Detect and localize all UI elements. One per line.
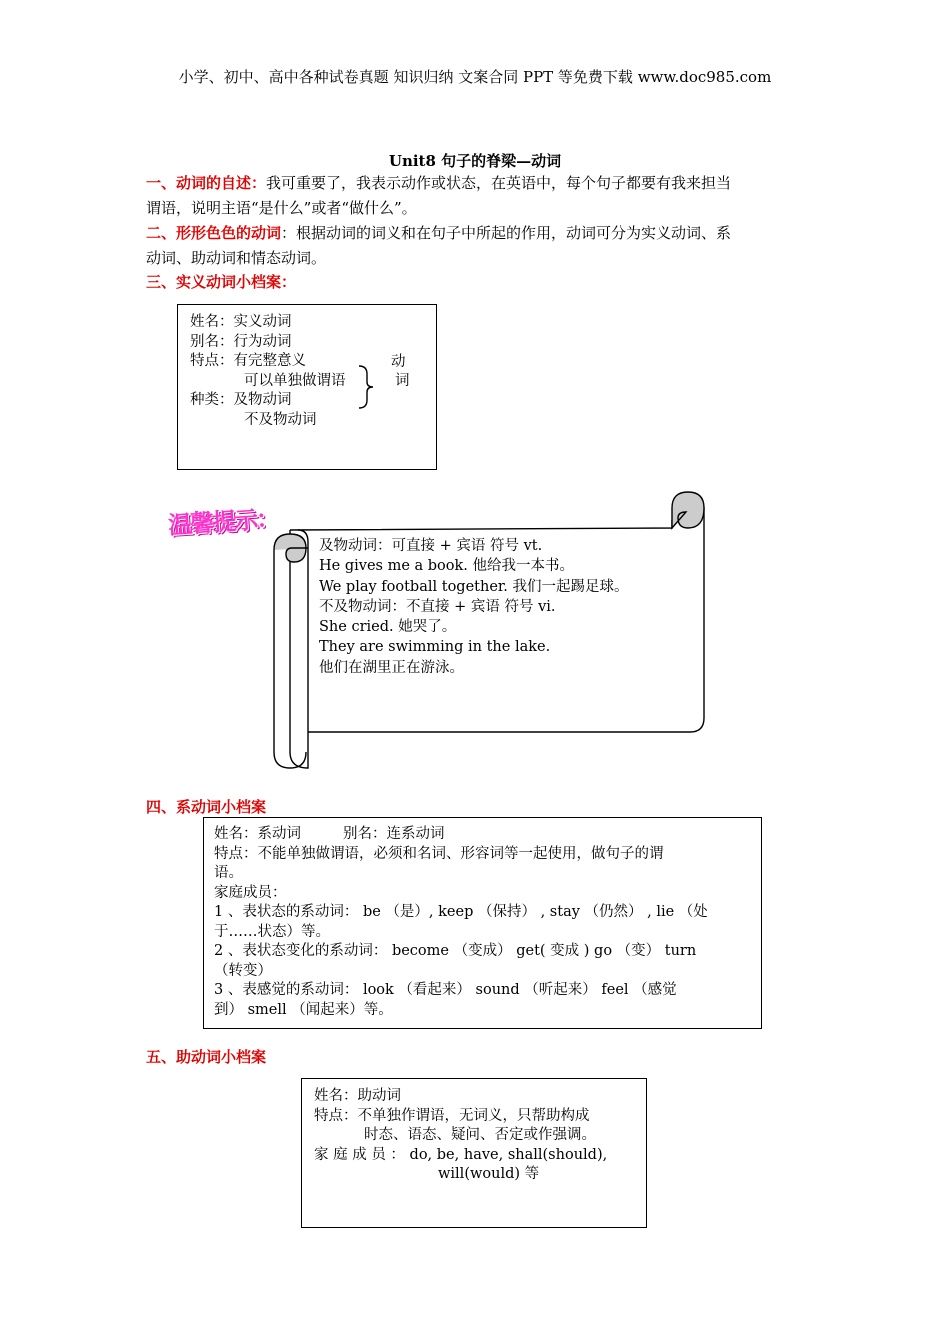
card-line: 可以单独做谓语 [244, 372, 346, 389]
card-item: 到） smell （闻起来）等。 [214, 1001, 393, 1018]
card-family: 家庭成员： [214, 884, 287, 901]
card-item: 1 、表状态的系动词： be （是）, keep （保持） , stay （仍然） , lie （处 [214, 904, 708, 920]
tip-line: He gives me a book. 他给我一本书。 [319, 558, 575, 575]
section-2 [146, 221, 806, 271]
tip-line: 他们在湖里正在游泳。 [319, 659, 464, 676]
card-line: 别名：行为动词 [190, 333, 292, 350]
card-line: 种类：及物动词 [190, 392, 292, 408]
card-feature: 特点：不单独作谓语，无词义，只帮助构成 [314, 1107, 590, 1124]
card-feature: 特点：不能单独做谓语，必须和名词、形容词等一起使用，做句子的谓 [214, 845, 664, 862]
card-item: 于……状态）等。 [214, 923, 330, 940]
card-line: 姓名：实义动词 [190, 314, 292, 330]
tip-line: She cried. 她哭了。 [319, 619, 457, 636]
card-name: 姓名：系动词 [214, 826, 301, 842]
section-1-label: 一、动词的自述： [146, 174, 267, 192]
card-item: （转变） [214, 962, 272, 979]
right-brace-icon [355, 364, 377, 410]
linking-verb-card [203, 817, 762, 1029]
card-name: 姓名：助动词 [314, 1088, 401, 1104]
card-line: 不及物动词 [244, 411, 317, 428]
card-item: 2 、表状态变化的系动词： become （变成） get( 变成 ) go （变） turn [214, 943, 697, 959]
auxiliary-verb-card [301, 1078, 647, 1228]
section-1 [146, 171, 806, 221]
brace-label-1: 动 [391, 354, 406, 370]
page-title: Unit8 句子的脊梁—动词 [388, 152, 562, 170]
section-5-heading: 五、助动词小档案 [146, 1048, 267, 1066]
section-2-label: 二、形形色色的动词 [146, 224, 282, 242]
card-feature-2: 时态、语态、疑问、否定或作强调。 [364, 1127, 596, 1143]
card-feature-2: 语。 [214, 865, 243, 881]
section-2-text-2: 动词、助动词和情态动词。 [146, 249, 327, 267]
tip-line: 不及物动词：不直接 + 宾语 符号 vi. [319, 598, 556, 615]
section-1-text-2: 谓语，说明主语“是什么”或者“做什么”。 [146, 199, 417, 217]
section-1-text: 我可重要了，我表示动作或状态，在英语中，每个句子都要有我来担当 [266, 174, 732, 192]
section-3-heading: 三、实义动词小档案： [146, 273, 297, 291]
card-line: 特点：有完整意义 [190, 353, 306, 369]
card-alias: 别名：连系动词 [343, 826, 445, 842]
tip-line: We play football together. 我们一起踢足球。 [319, 578, 629, 595]
section-4-heading: 四、系动词小档案 [146, 798, 267, 816]
brace-label-2: 词 [395, 373, 410, 389]
card-family: 家 庭 成 员 ： do, be, have, shall(should), [314, 1146, 608, 1163]
warm-tip-label: 温馨提示： [167, 504, 280, 540]
card-item: 3 、表感觉的系动词： look （看起来） sound （听起来） feel （感觉 [214, 982, 677, 998]
card-family-2: will(would) 等 [438, 1166, 540, 1182]
tip-line: They are swimming in the lake. [319, 639, 551, 656]
section-2-text: ：根据动词的词义和在句子中所起的作用，动词可分为实义动词、系 [281, 224, 732, 242]
tip-line: 及物动词：可直接 + 宾语 符号 vt. [319, 538, 543, 554]
tip-text [319, 536, 628, 678]
page-header: 小学、初中、高中各种试卷真题 知识归纳 文案合同 PPT 等免费下载 www.doc985.com [178, 68, 772, 86]
